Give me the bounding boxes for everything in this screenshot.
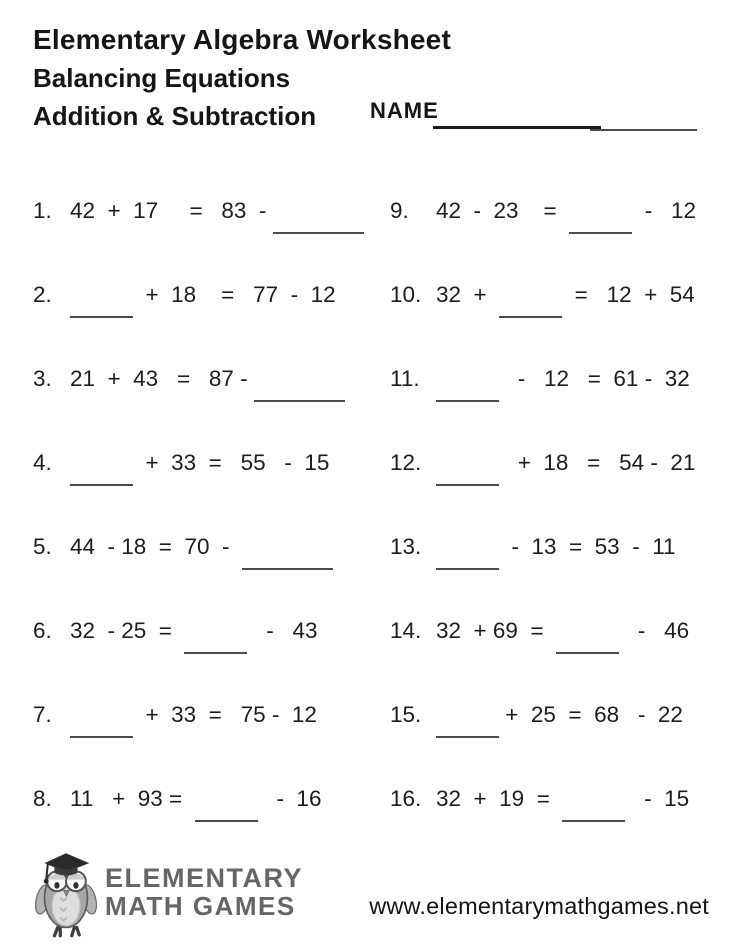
problem-number: 13. [390,534,422,559]
answer-blank [436,563,499,570]
problem-row [390,196,713,280]
answer-blank [436,479,499,486]
problem-number: 16. [390,786,422,811]
answer-blank [70,311,133,318]
problem-row [33,616,390,700]
problem-text-post: - 43 [247,618,318,643]
problem-number: 4. [33,450,52,475]
problem-number: 12. [390,450,422,475]
problem-number: 3. [33,366,52,391]
problem-row [390,532,713,616]
page-footer [33,842,709,942]
problem-text-post: - 13 = 53 - 11 [499,534,676,559]
problem-text-post: - 15 [625,786,690,811]
name-label: NAME [370,98,439,123]
problem-text-post: - 16 [257,786,322,811]
problem-text-pre: 42 + 17 = 83 - [70,198,273,223]
answer-blank [556,647,619,654]
problem-number: 9. [390,198,409,223]
problem-text-post: + 33 = 75 - 12 [133,702,317,727]
answer-blank [273,227,364,234]
website-url: www.elementarymathgames.net [369,892,709,919]
site-logo [33,844,303,940]
problem-row [33,280,390,364]
problem-number: 14. [390,618,422,643]
problem-row [390,616,713,700]
problem-text-pre: 11 + 93 = [70,786,195,811]
problem-text-pre: 32 + 19 = [436,786,563,811]
answer-blank [569,227,632,234]
problem-text-post: - 46 [619,618,690,643]
problem-number: 11. [390,366,420,391]
answer-blank [436,395,499,402]
problem-number: 8. [33,786,52,811]
problem-row [33,448,390,532]
problem-text-post: + 18 = 77 - 12 [133,282,336,307]
problem-text-pre: 21 + 43 = 87 - [70,366,254,391]
logo-text [105,862,304,921]
problem-number: 15. [390,702,422,727]
problem-text-post: - 12 [632,198,696,223]
answer-blank [184,647,247,654]
problem-number: 5. [33,534,52,559]
answer-blank [562,815,625,822]
problem-row [390,364,713,448]
problem-number: 7. [33,702,52,727]
problems-left-column [33,196,390,868]
problem-text-post: + 33 = 55 - 15 [133,450,330,475]
problem-number: 6. [33,618,52,643]
problem-row [33,196,390,280]
problem-text-post: + 25 = 68 - 22 [499,702,683,727]
logo-line2: MATH GAMES [105,890,296,921]
problems-right-column [390,196,713,868]
problem-row [390,700,713,784]
answer-blank [499,311,562,318]
answer-blank [242,563,333,570]
problem-number: 2. [33,282,52,307]
problem-row [390,280,713,364]
answer-blank [70,731,133,738]
problem-row [390,448,713,532]
answer-blank [195,815,258,822]
problem-text-post: + 18 = 54 - 21 [499,450,696,475]
problem-row [33,532,390,616]
problems-area [33,196,713,868]
worksheet-title: Elementary Algebra Worksheet [33,24,451,55]
problem-text-pre: 42 - 23 = [436,198,570,223]
name-line-extension [590,107,697,131]
problem-number: 1. [33,198,52,223]
problem-row [33,364,390,448]
problem-text-pre: 32 + 69 = [436,618,557,643]
problem-row [33,700,390,784]
problem-text-post: = 12 + 54 [562,282,695,307]
answer-blank [436,731,499,738]
worksheet-topic: Addition & Subtraction [33,101,317,131]
problem-text-pre: 32 + [436,282,500,307]
answer-blank [70,479,133,486]
problem-number: 10. [390,282,422,307]
answer-blank [254,395,345,402]
logo-line1: ELEMENTARY [105,862,304,893]
owl-icon [33,844,99,940]
worksheet-subtitle: Balancing Equations [33,63,291,93]
problem-text-post: - 12 = 61 - 32 [499,366,690,391]
problem-text-pre: 44 - 18 = 70 - [70,534,242,559]
name-line [433,104,601,129]
problem-text-pre: 32 - 25 = [70,618,185,643]
